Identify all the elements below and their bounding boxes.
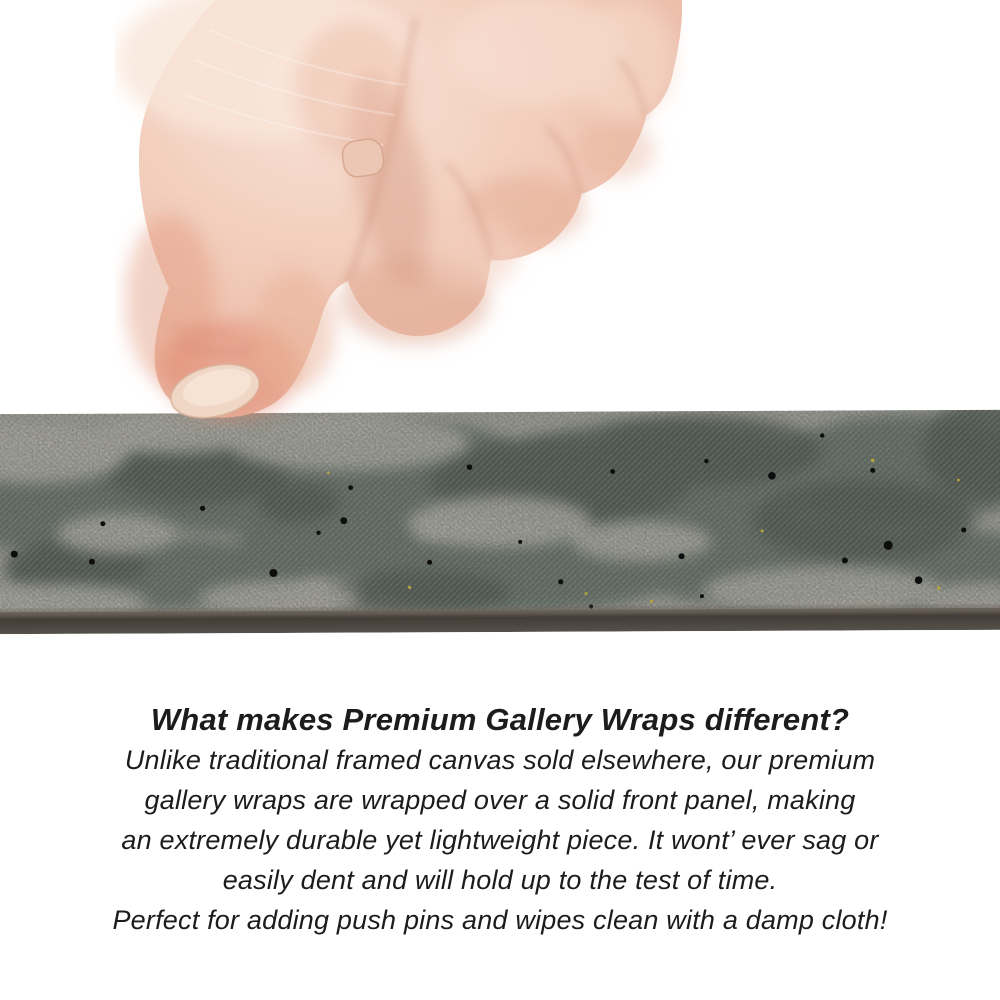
canvas-strip bbox=[0, 410, 1000, 634]
index-nail bbox=[341, 137, 386, 178]
body-line: Perfect for adding push pins and wipes clean with a damp cloth! bbox=[112, 905, 888, 935]
body-line: Unlike traditional framed canvas sold elsewhere, our premium bbox=[124, 745, 876, 775]
body-line: easily dent and will hold up to the test of time. bbox=[222, 865, 778, 895]
hand-svg bbox=[115, 0, 685, 430]
body-line: gallery wraps are wrapped over a solid front panel, making bbox=[144, 785, 856, 815]
canvas-grain bbox=[0, 410, 1000, 612]
marketing-copy bbox=[0, 700, 1000, 940]
headline: What makes Premium Gallery Wraps different? bbox=[150, 702, 850, 737]
hand-illustration bbox=[115, 0, 685, 430]
canvas-texture bbox=[0, 410, 1000, 634]
body-line: an extremely durable yet lightweight piece. It wont’ ever sag or bbox=[121, 825, 879, 855]
